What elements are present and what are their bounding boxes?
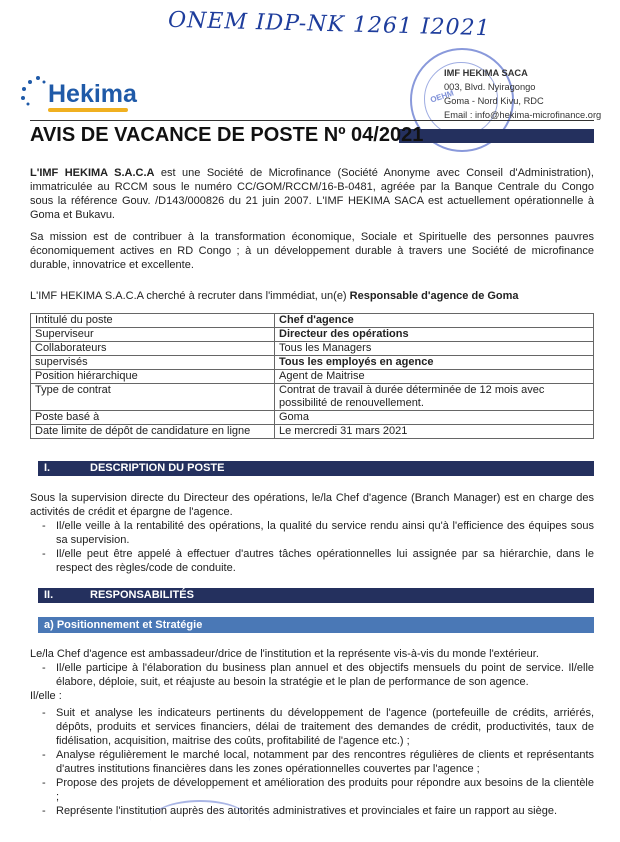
address-line-1: IMF HEKIMA SACA — [444, 68, 528, 78]
section-1-bullet-2: - Il/elle peut être appelé à effectuer d'autres tâches opérationnelles lui assignée par sa hiérarchie, dans le respect des règles/code de conduite. — [42, 548, 594, 574]
table-key: Collaborateurs — [31, 342, 275, 356]
ilelle-label: Il/elle : — [30, 690, 62, 702]
responsibility-3: - Propose des projets de développement et amélioration des produits pour répondre aux besoins de la clientèle ; — [42, 777, 594, 803]
responsibility-4: - Représente l'institution auprès des autorités administratives et provinciales et faire un rapport au siège. — [42, 805, 558, 817]
table-key: Date limite de dépôt de candidature en ligne — [31, 425, 275, 439]
address-line-2: 003, Blvd. Nyiragongo — [444, 82, 536, 92]
address-block — [444, 66, 601, 122]
section-2-number: II. — [44, 589, 54, 601]
section-1-label: DESCRIPTION DU POSTE — [90, 462, 225, 474]
table-value: Goma — [275, 411, 594, 425]
address-line-4: Email : info@hekima-microfinance.org — [444, 110, 602, 120]
table-row — [31, 314, 594, 328]
table-row — [31, 411, 594, 425]
logo-text: Hekima — [48, 80, 137, 108]
stars-icon — [20, 74, 48, 110]
table-value: Tous les employés en agence — [275, 356, 594, 370]
table-key: Intitulé du poste — [31, 314, 275, 328]
section-1-number: I. — [44, 462, 51, 474]
section-2-header — [38, 588, 594, 603]
logo-swoosh — [48, 108, 128, 112]
intro-bold: L'IMF HEKIMA S.A.C.A — [30, 167, 155, 179]
job-info-table — [30, 313, 594, 439]
bottom-stamp — [150, 800, 250, 842]
table-row — [31, 425, 594, 439]
table-value: Agent de Maitrise — [275, 370, 594, 384]
responsibility-1: - Suit et analyse les indicateurs pertinents du développement de l'agence (portefeuille de crédits, arriérés, dépôts, produits et services financiers, délai de traitement des demandes de crédit, productivités, taux de fidélisation, acquisition, maitrise des coûts, profitabilité de l'agence etc.) ; — [42, 707, 594, 747]
section-1-text: Sous la supervision directe du Directeur des opérations, le/la Chef d'agence (Branch Manager) est en charge des activités de crédit et épargne de l'agence. — [30, 492, 594, 518]
table-key: Superviseur — [31, 328, 275, 342]
hekima-logo — [20, 74, 137, 114]
table-value: Le mercredi 31 mars 2021 — [275, 425, 594, 439]
table-key: Position hiérarchique — [31, 370, 275, 384]
table-value: Directeur des opérations — [275, 328, 594, 342]
title-accent-bar — [399, 129, 594, 143]
table-row — [31, 328, 594, 342]
table-row — [31, 342, 594, 356]
handwritten-reference: ONEM IDP-NK 1261 I2021 — [167, 7, 491, 42]
section-2-text: Le/la Chef d'agence est ambassadeur/drice de l'institution et la représente vis-à-vis du monde l'extérieur. — [30, 648, 539, 660]
table-row — [31, 356, 594, 370]
section-2-label: RESPONSABILITÉS — [90, 589, 194, 601]
table-key: supervisés — [31, 356, 275, 370]
table-value: Contrat de travail à durée déterminée de 12 mois avec possibilité de renouvellement. — [275, 384, 594, 411]
recruit-text: L'IMF HEKIMA S.A.C.A cherché à recruter dans l'immédiat, un(e) — [30, 290, 350, 302]
intro-paragraph-2: Sa mission est de contribuer à la transformation économique, Sociale et Spirituelle des personnes pauvres économiquement actives en RD Congo ; à un développement durable à travers une Société de microfinance durable, innovatrice et excellente. — [30, 231, 594, 271]
recruit-position: Responsable d'agence de Goma — [349, 290, 519, 302]
responsibility-2: - Analyse régulièrement le marché local, notamment par des rencontres régulières de clients et représentants d'autres institutions financières dans les zones opérationnelles couvertes par l'agence ; — [42, 749, 594, 775]
table-value: Chef d'agence — [275, 314, 594, 328]
address-line-3: Goma - Nord Kivu, RDC — [444, 96, 544, 106]
section-1-header — [38, 461, 594, 476]
table-row — [31, 370, 594, 384]
section-1-bullet-1: - Il/elle veille à la rentabilité des opérations, la qualité du service rendu ainsi qu'à l'efficience des équipes sous sa supervision. — [42, 520, 594, 546]
table-key: Type de contrat — [31, 384, 275, 411]
section-2-bullet-1: - Il/elle participe à l'élaboration du business plan annuel et des objectifs mensuels du point de service. Il/elle élabore, déploie, suit, et réajuste au besoin la stratégie et le plan de performance de son agence. — [42, 662, 594, 688]
page-title: AVIS DE VACANCE DE POSTE Nº 04/2021 — [30, 124, 424, 146]
intro-paragraph-3 — [30, 289, 594, 303]
stamp-text: OEHM — [429, 88, 455, 105]
intro-text: est une Société de Microfinance (Société Anonyme avec Conseil d'Administration), immatriculée au RCCM sous le numéro CC/GOM/RCCM/16-B-0481, agréée par la Banque Centrale du Congo sous la référence Gouv. /D143/000826 du 21 juin 2007. L'IMF HEKIMA SACA est actuellement opérationnelle à Goma et Bukavu. — [30, 167, 594, 221]
subsection-a-header — [38, 617, 594, 633]
table-row — [31, 384, 594, 411]
subsection-a-label: a) Positionnement et Stratégie — [44, 619, 203, 631]
intro-paragraph-1 — [30, 166, 594, 222]
title-bar — [30, 120, 594, 149]
table-value: Tous les Managers — [275, 342, 594, 356]
table-key: Poste basé à — [31, 411, 275, 425]
